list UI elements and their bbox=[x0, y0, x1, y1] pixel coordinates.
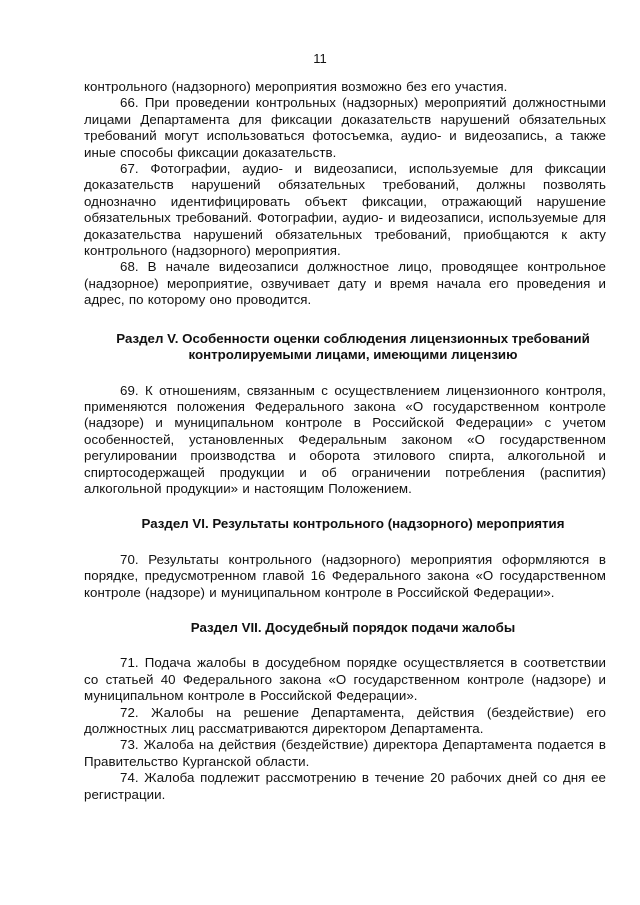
spacer bbox=[84, 533, 606, 552]
paragraph-continuation: контрольного (надзорного) мероприятия возможно без его участия. bbox=[84, 79, 508, 94]
paragraph-66: 66. При проведении контрольных (надзорных) мероприятий должностными лицами Департамента для фиксации доказательств нарушений обязательных требований могут использоваться фотосъемка, аудио- и видеозапись, а также иные способы фиксации доказательств. bbox=[84, 95, 606, 160]
paragraph-72: 72. Жалобы на решение Департамента, действия (бездействие) его должностных лиц рассматриваются директором Департамента. bbox=[84, 704, 606, 736]
section-heading-6: Раздел VI. Результаты контрольного (надзорного) мероприятия bbox=[141, 516, 565, 532]
spacer bbox=[84, 601, 606, 620]
spacer bbox=[84, 309, 606, 331]
spacer bbox=[84, 497, 606, 516]
document-body bbox=[84, 79, 606, 803]
page-number: 11 bbox=[313, 51, 327, 66]
section-heading-7: Раздел VII. Досудебный порядок подачи жалобы bbox=[190, 619, 516, 635]
paragraph-69: 69. К отношениям, связанным с осуществлением лицензионного контроля, применяются положения Федерального закона «О государственном контроле (надзоре) и муниципальном контроле в Российской Федерации» с учетом особенностей, установленных Федеральным законом «О государственном регулировании производства и оборота этилового спирта, алкогольной и спиртосодержащей продукции и об ограничении потребления (распития) алкогольной продукции» и настоящим Положением. bbox=[84, 382, 606, 496]
section-heading-5: Раздел V. Особенности оценки соблюдения лицензионных требований контролируемыми лицами, имеющими лицензию bbox=[116, 330, 590, 363]
paragraph-67: 67. Фотографии, аудио- и видеозаписи, используемые для фиксации доказательств нарушений обязательных требований, должны позволять однозначно идентифицировать объект фиксации, отражающий нарушение обязательных требований. Фотографии, аудио- и видеозаписи, используемые для доказательства нарушений обязательных требований, приобщаются к акту контрольного (надзорного) мероприятия. bbox=[84, 161, 606, 259]
paragraph-70: 70. Результаты контрольного (надзорного) мероприятия оформляются в порядке, предусмотренном главой 16 Федерального закона «О государственном контроле (надзоре) и муниципальном контроле в Российской Федерации». bbox=[84, 551, 606, 600]
paragraph-73: 73. Жалоба на действия (бездействие) директора Департамента подается в Правительство Курганской области. bbox=[84, 737, 606, 769]
paragraph-68: 68. В начале видеозаписи должностное лицо, проводящее контрольное (надзорное) мероприятие, озвучивает дату и время начала его проведения и адрес, по которому оно проводится. bbox=[84, 259, 606, 308]
spacer bbox=[84, 636, 606, 655]
paragraph-74: 74. Жалоба подлежит рассмотрению в течение 20 рабочих дней со дня ее регистрации. bbox=[84, 770, 606, 802]
paragraph-71: 71. Подача жалобы в досудебном порядке осуществляется в соответствии со статьей 40 Федерального закона «О государственном контроле (надзоре) и муниципальном контроле в Российской Федерации». bbox=[84, 655, 606, 704]
spacer bbox=[84, 364, 606, 383]
